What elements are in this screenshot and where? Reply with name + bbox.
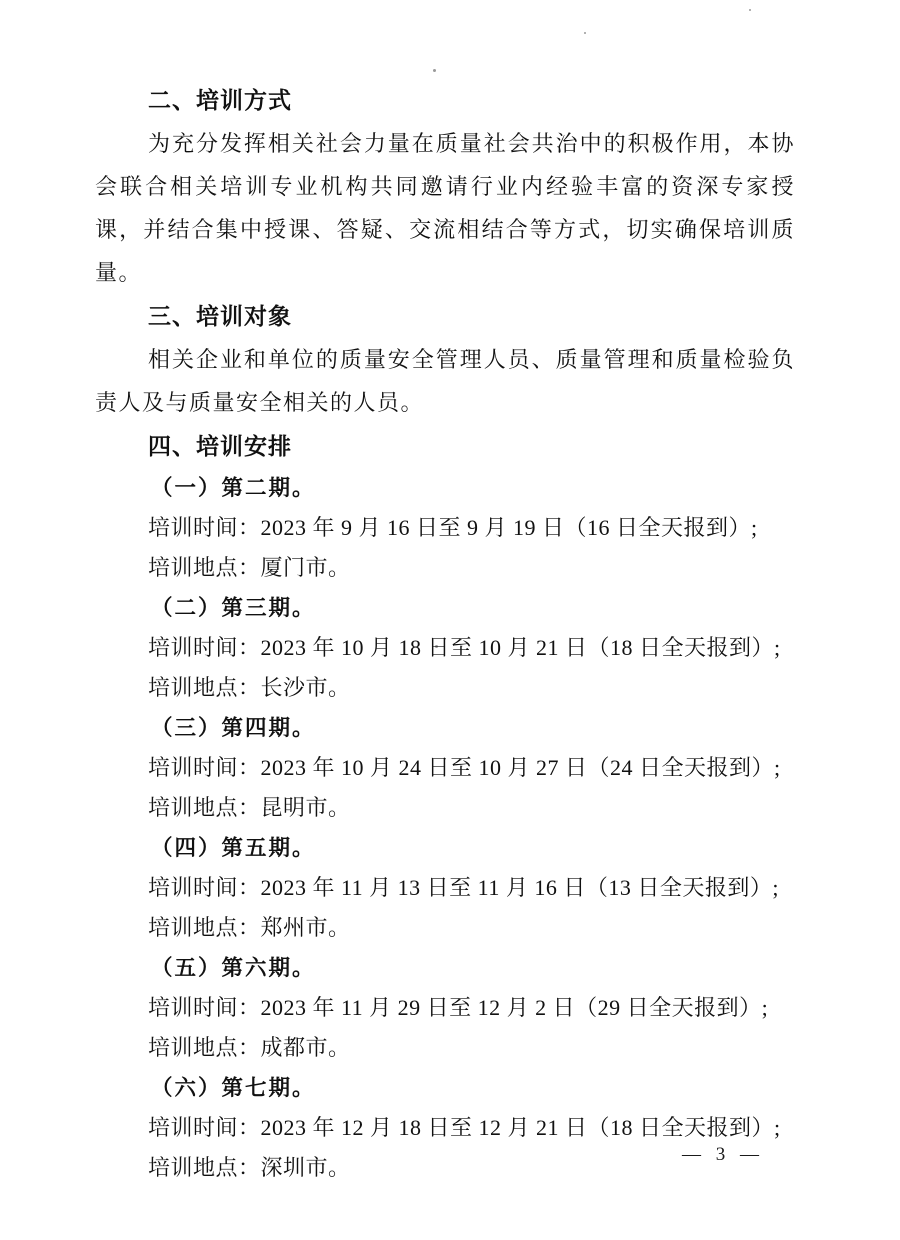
scan-speck <box>749 9 751 11</box>
scan-speck <box>433 69 436 72</box>
session-location: 培训地点：郑州市。 <box>148 915 351 940</box>
session-label: （四）第五期。 <box>151 836 316 860</box>
session-item-6 <box>95 948 795 1068</box>
session-item-7 <box>95 1068 795 1188</box>
session-label: （二）第三期。 <box>151 596 316 620</box>
session-location: 培训地点：昆明市。 <box>148 795 351 820</box>
session-time: 培训时间：2023 年 10 月 18 日至 10 月 21 日（18 日全天报到）; <box>148 635 781 660</box>
paragraph-training-method: 为充分发挥相关社会力量在质量社会共治中的积极作用，本协会联合相关培训专业机构共同邀请行业内经验丰富的资深专家授课，并结合集中授课、答疑、交流相结合等方式，切实确保培训质量。 <box>95 131 795 285</box>
session-label: （三）第四期。 <box>151 716 316 740</box>
session-time: 培训时间：2023 年 10 月 24 日至 10 月 27 日（24 日全天报到）; <box>148 755 781 780</box>
session-location: 培训地点：深圳市。 <box>148 1155 351 1180</box>
session-item-4 <box>95 708 795 828</box>
section-heading-training-audience: 三、培训对象 <box>148 303 292 329</box>
section-heading-training-method: 二、培训方式 <box>148 87 292 113</box>
session-label: （一）第二期。 <box>151 476 316 500</box>
session-label: （五）第六期。 <box>151 956 316 980</box>
session-location: 培训地点：长沙市。 <box>148 675 351 700</box>
session-time: 培训时间：2023 年 12 月 18 日至 12 月 21 日（18 日全天报到）; <box>148 1115 781 1140</box>
paragraph-training-audience: 相关企业和单位的质量安全管理人员、质量管理和质量检验负责人及与质量安全相关的人员。 <box>95 347 795 415</box>
section-heading-training-schedule: 四、培训安排 <box>148 433 292 459</box>
session-location: 培训地点：成都市。 <box>148 1035 351 1060</box>
session-item-2 <box>95 468 795 588</box>
scan-speck <box>584 32 586 34</box>
session-time: 培训时间：2023 年 9 月 16 日至 9 月 19 日（16 日全天报到）; <box>148 515 758 540</box>
session-location: 培训地点：厦门市。 <box>148 555 351 580</box>
session-item-5 <box>95 828 795 948</box>
page-number: — 3 — <box>682 1144 764 1165</box>
session-label: （六）第七期。 <box>151 1076 316 1100</box>
document-body <box>95 78 795 1188</box>
session-time: 培训时间：2023 年 11 月 13 日至 11 月 16 日（13 日全天报到）; <box>148 875 779 900</box>
session-item-3 <box>95 588 795 708</box>
session-time: 培训时间：2023 年 11 月 29 日至 12 月 2 日（29 日全天报到）; <box>148 995 769 1020</box>
